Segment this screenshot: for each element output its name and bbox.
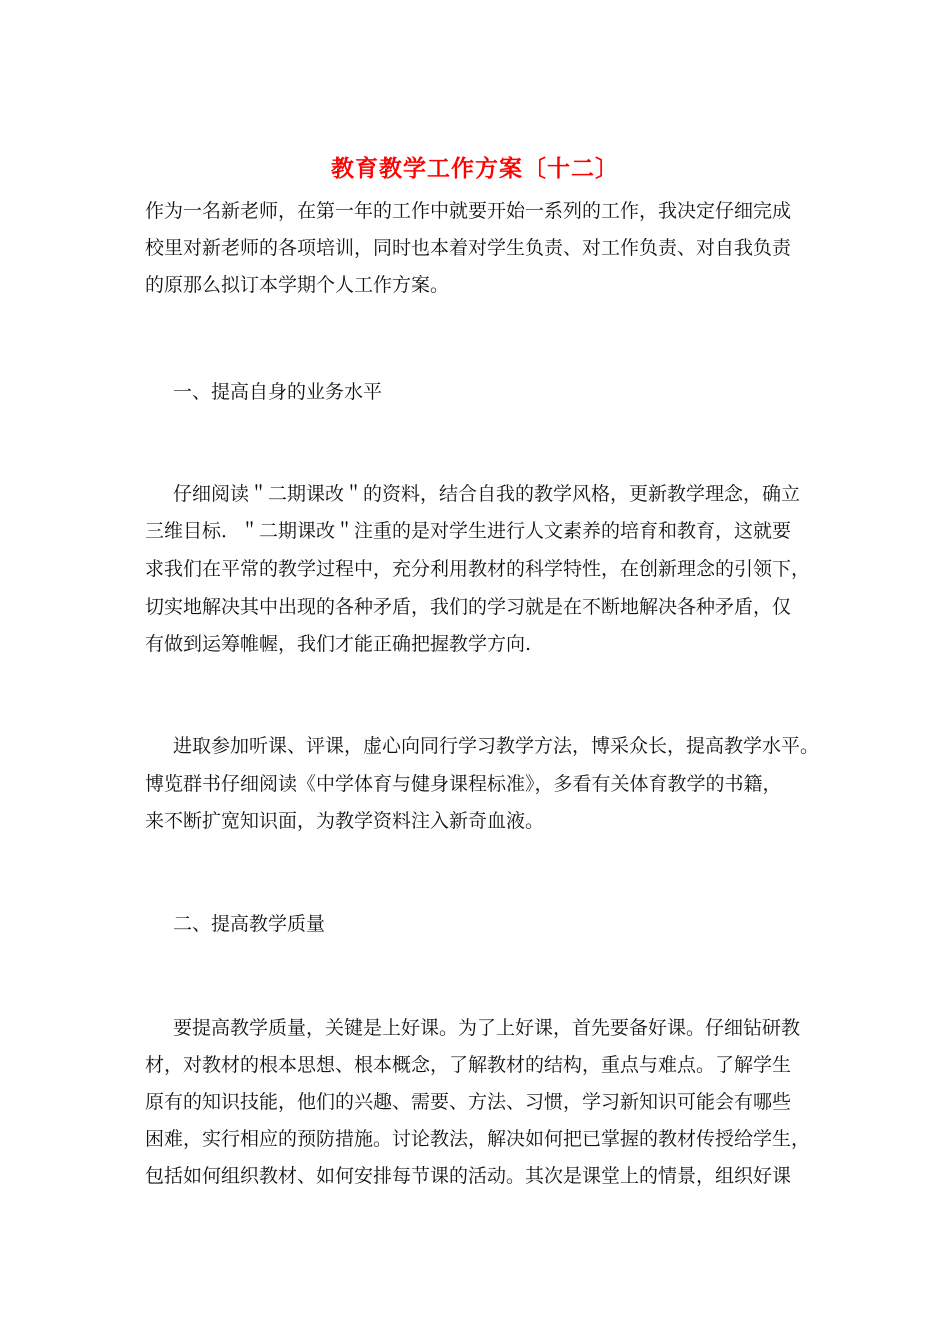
section2-para1-line-2: 材，对教材的根本思想、根本概念，了解教材的结构，重点与难点。了解学生 <box>145 1054 792 1076</box>
section1-para2-line-2: 博览群书仔细阅读《中学体育与健身课程标准》，多看有关体育教学的书籍， <box>145 773 782 795</box>
section1-para1-line-4: 切实地解决其中出现的各种矛盾，我们的学习就是在不断地解决各种矛盾，仅 <box>145 596 792 618</box>
section2-para1-line-3: 原有的知识技能，他们的兴趣、需要、方法、习惯，学习新知识可能会有哪些 <box>145 1091 792 1113</box>
section1-para1-line-2: 三维目标．＂二期课改＂注重的是对学生进行人文素养的培育和教育，这就要 <box>145 520 792 542</box>
section1-heading: 一、提高自身的业务水平 <box>173 381 383 403</box>
section2-para1-line-1: 要提高教学质量，关键是上好课。为了上好课，首先要备好课。仔细钻研教 <box>173 1017 801 1039</box>
intro-line-1: 作为一名新老师，在第一年的工作中就要开始一系列的工作，我决定仔细完成 <box>145 200 792 222</box>
section2-heading: 二、提高教学质量 <box>173 913 326 935</box>
intro-line-2: 校里对新老师的各项培训，同时也本着对学生负责、对工作负责、对自我负责 <box>145 237 792 259</box>
section1-para1-line-5: 有做到运筹帷幄，我们才能正确把握教学方向. <box>145 633 532 655</box>
section2-para1-line-4: 困难，实行相应的预防措施。讨论教法，解决如何把已掌握的教材传授给学生， <box>145 1128 811 1150</box>
section1-para1-line-3: 求我们在平常的教学过程中，充分利用教材的科学特性，在创新理念的引领下， <box>145 558 811 580</box>
intro-line-3: 的原那么拟订本学期个人工作方案。 <box>145 274 450 296</box>
section1-para2-line-1: 进取参加听课、评课，虚心向同行学习教学方法，博采众长，提高教学水平。 <box>173 735 820 757</box>
section2-para1-line-5: 包括如何组织教材、如何安排每节课的活动。其次是课堂上的情景，组织好课 <box>145 1165 792 1187</box>
document-title: 教育教学工作方案〔十二〕 <box>331 155 619 182</box>
section1-para1-line-1: 仔细阅读＂二期课改＂的资料，结合自我的教学风格，更新教学理念，确立 <box>173 483 801 505</box>
section1-para2-line-3: 来不断扩宽知识面，为教学资料注入新奇血液。 <box>145 810 545 832</box>
